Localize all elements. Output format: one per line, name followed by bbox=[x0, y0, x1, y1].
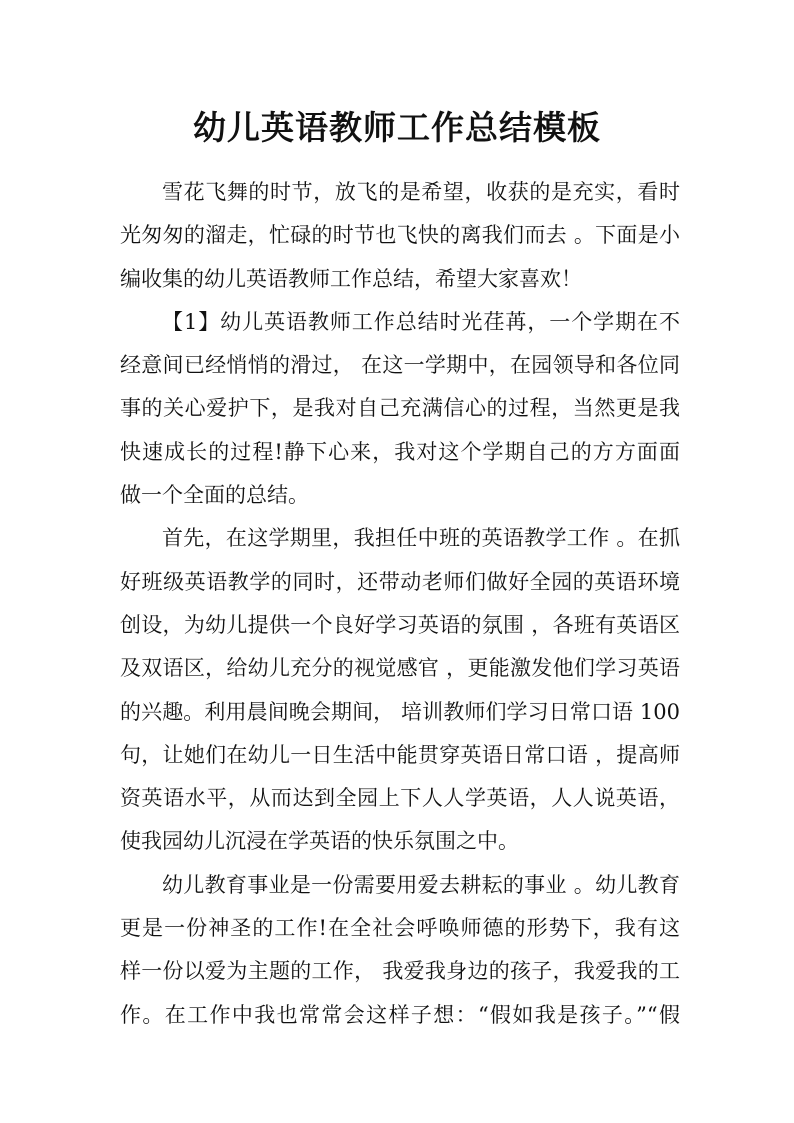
text-line: 事的关心爱护下，是我对自己充满信心的过程，当然更是我 bbox=[120, 396, 680, 421]
text-line: 【1】幼儿英语教师工作总结时光荏苒，一个学期在不 bbox=[162, 309, 680, 334]
text-line: 及双语区，给幼儿充分的视觉感官 ，更能激发他们学习英语 bbox=[120, 656, 680, 681]
document-title: 幼儿英语教师工作总结模板 bbox=[193, 108, 601, 147]
text-line: 幼儿教育事业是一份需要用爱去耕耘的事业 。幼儿教育 bbox=[162, 872, 680, 897]
paragraph-first bbox=[120, 517, 680, 863]
text-line: 的兴趣。利用晨间晚会期间， 培训教师们学习日常口语 100 bbox=[120, 699, 680, 724]
text-line: 好班级英语教学的同时，还带动老师们做好全园的英语环境 bbox=[120, 569, 680, 594]
document-body bbox=[120, 171, 680, 1037]
text-line: 创设，为幼儿提供一个良好学习英语的氛围 ，各班有英语区 bbox=[120, 612, 680, 637]
text-line: 做一个全面的总结。 bbox=[120, 483, 309, 508]
text-line: 使我园幼儿沉浸在学英语的快乐氛围之中。 bbox=[120, 829, 519, 854]
text-line: 快速成长的过程!静下心来，我对这个学期自己的方方面面 bbox=[120, 439, 680, 464]
text-line: 更是一份神圣的工作!在全社会呼唤师德的形势下，我有这 bbox=[120, 916, 680, 941]
text-line: 作。在工作中我也常常会这样子想：“假如我是孩子。”“假 bbox=[120, 1002, 680, 1027]
text-line: 句，让她们在幼儿一日生活中能贯穿英语日常口语 ，提高师 bbox=[120, 742, 680, 767]
text-line: 雪花飞舞的时节，放飞的是希望，收获的是充实，看时 bbox=[162, 180, 680, 204]
paragraph-education bbox=[120, 864, 680, 1037]
paragraph-intro bbox=[120, 171, 680, 301]
text-line: 光匆匆的溜走，忙碌的时节也飞快的离我们而去 。下面是小 bbox=[120, 223, 680, 248]
text-line: 编收集的幼儿英语教师工作总结，希望大家喜欢！ bbox=[120, 266, 582, 291]
paragraph-section-1 bbox=[120, 301, 680, 517]
text-line: 资英语水平，从而达到全园上下人人学英语，人人说英语， bbox=[120, 786, 680, 811]
text-line: 样一份以爱为主题的工作， 我爱我身边的孩子，我爱我的工 bbox=[120, 959, 680, 984]
text-line: 首先，在这学期里，我担任中班的英语教学工作 。在抓 bbox=[162, 526, 680, 551]
text-line: 经意间已经悄悄的滑过， 在这一学期中，在园领导和各位同 bbox=[120, 353, 680, 378]
